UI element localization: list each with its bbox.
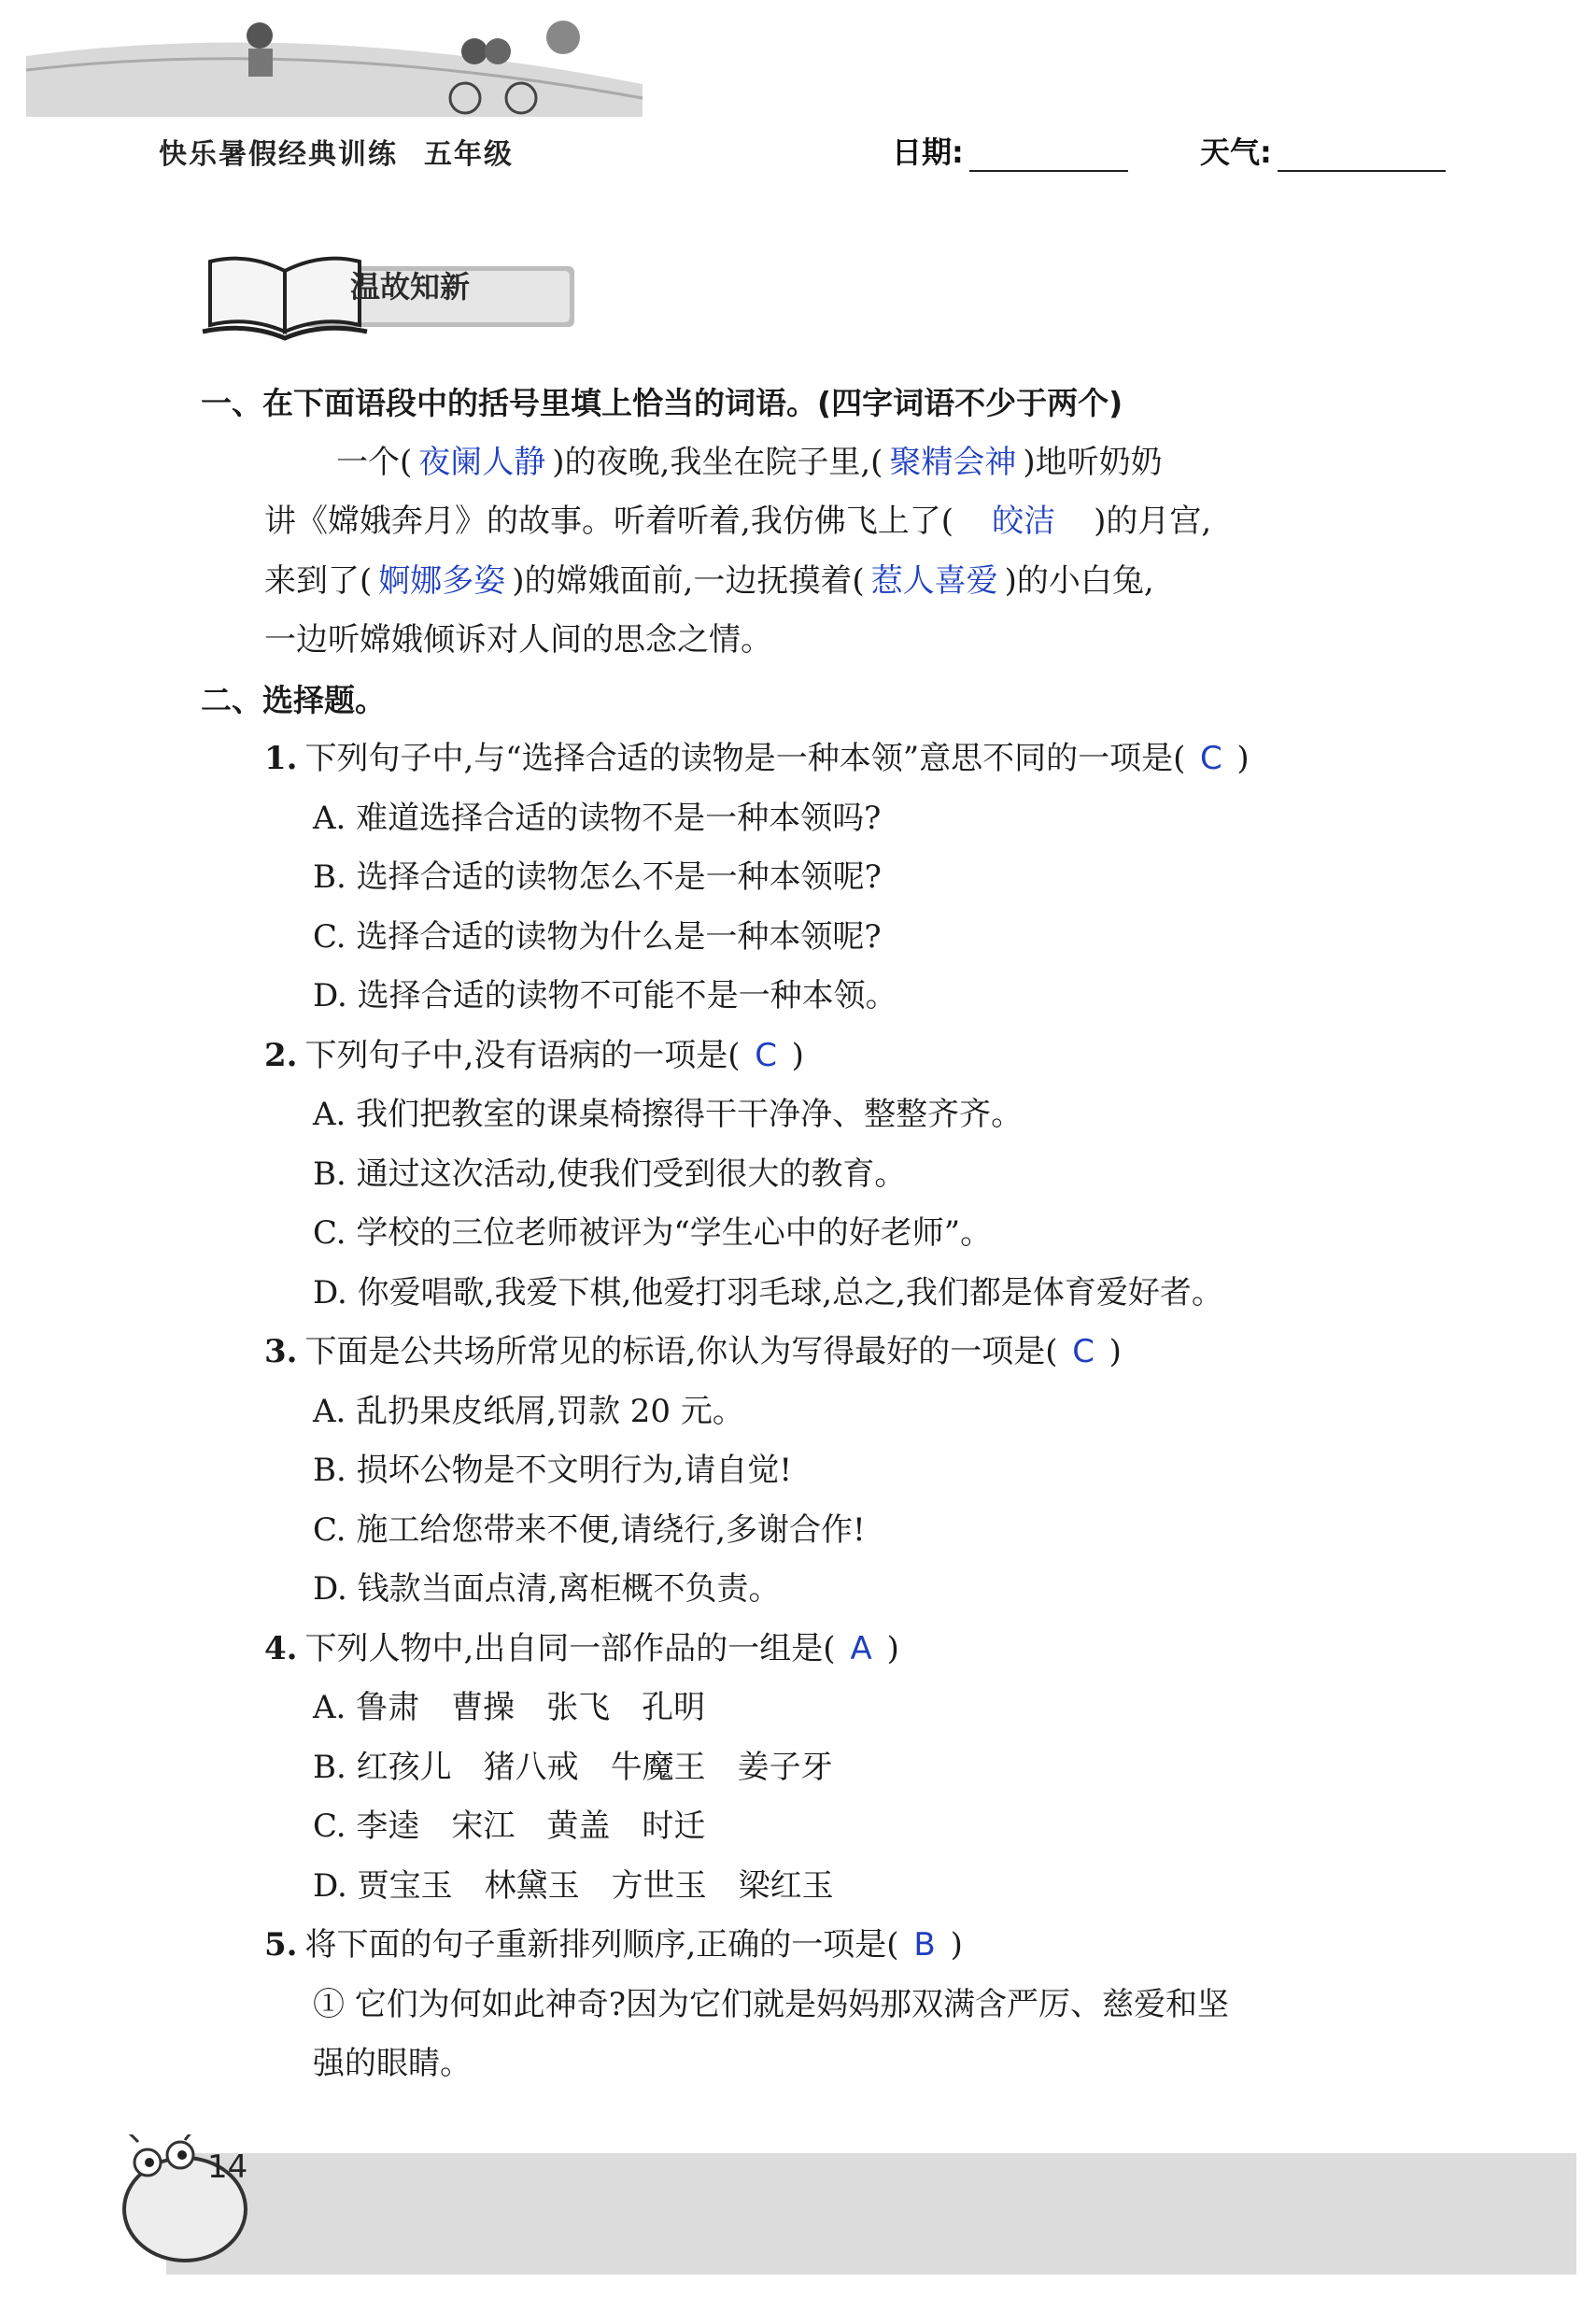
open-book-icon: [203, 259, 367, 338]
option-b: B. 损坏公物是不文明行为,请自觉!: [313, 1452, 793, 1489]
bracket: ): [886, 1629, 899, 1667]
passage-line-3: [201, 552, 1443, 612]
question-stem: 下面是公共场所常见的标语,你认为写得最好的一项是(: [304, 1333, 1058, 1370]
question-stem: 下列人物中,出自同一部作品的一组是(: [304, 1629, 836, 1667]
footer-decoration: [26, 2134, 1576, 2275]
passage-line-2: [201, 492, 1443, 552]
question-1: [201, 730, 1443, 789]
child-figure-icon: [247, 22, 273, 49]
page-number: 14: [207, 2148, 248, 2186]
bracket: ): [1109, 1333, 1122, 1370]
answer-choice: C: [755, 1036, 777, 1074]
question-4: [201, 1620, 1443, 1680]
option-b: B. 通过这次活动,使我们受到很大的教育。: [313, 1155, 907, 1193]
question-stem: 下列句子中,没有语病的一项是(: [304, 1036, 741, 1074]
question-number: 3.: [264, 1333, 298, 1370]
bracket: ): [1236, 740, 1250, 777]
exercise-content: [201, 374, 1443, 2094]
date-blank: [969, 142, 1128, 172]
option-d: D. 你爱唱歌,我爱下棋,他爱打羽毛球,总之,我们都是体育爱好者。: [313, 1273, 1223, 1312]
answer-choice: C: [1199, 740, 1222, 777]
answer-blank: 聚精会神: [889, 443, 1017, 481]
passage-line-1: [201, 433, 1443, 493]
header-decoration: [26, 0, 1567, 117]
sentence-1-continued: 强的眼睛。: [313, 2045, 472, 2082]
question-number: 2.: [264, 1036, 298, 1074]
answer-blank: 惹人喜爱: [870, 561, 998, 600]
answer-blank: 皎洁: [992, 503, 1056, 540]
answer-blank: 婀娜多姿: [378, 561, 506, 600]
option-b: B. 选择合适的读物怎么不是一种本领呢?: [313, 858, 882, 896]
weather-blank: [1278, 142, 1446, 172]
passage-text: )的小白兔,: [1004, 561, 1154, 600]
weather-label: 天气:: [1200, 135, 1272, 170]
date-field: [892, 129, 1128, 172]
section-title: 温故知新: [350, 269, 471, 305]
part1-heading: 一、在下面语段中的括号里填上恰当的词语。(四字词语不少于两个): [201, 385, 1123, 421]
sentence-1: ① 它们为何如此神奇?因为它们就是妈妈那双满含严厉、慈爱和坚: [313, 1985, 1230, 2023]
passage-text: 讲《嫦娥奔月》的故事。听着听着,我仿佛飞上了(: [264, 503, 954, 540]
question-5: [201, 1916, 1443, 1976]
passage-text: 一个(: [336, 443, 413, 481]
book-title-text: 快乐暑假经典训练: [159, 138, 398, 171]
option-c: C. 施工给您带来不便,请绕行,多谢合作!: [313, 1510, 866, 1549]
passage-text: )的月宫,: [1094, 503, 1212, 540]
question-3: [201, 1323, 1443, 1382]
question-2: [201, 1027, 1443, 1086]
question-stem: 下列句子中,与“选择合适的读物是一种本领”意思不同的一项是(: [304, 740, 1186, 777]
answer-choice: C: [1072, 1333, 1095, 1370]
option-d: D. 选择合适的读物不可能不是一种本领。: [313, 977, 897, 1014]
weather-field: [1200, 129, 1446, 172]
question-number: 5.: [264, 1926, 298, 1964]
question-number: 1.: [264, 740, 298, 777]
option-a: A. 乱扔果皮纸屑,罚款 20 元。: [313, 1392, 744, 1430]
option-b: B. 红孩儿 猪八戒 牛魔王 姜子牙: [313, 1748, 833, 1786]
option-c: C. 李逵 宋江 黄盖 时迁: [313, 1808, 706, 1845]
option-c: C. 学校的三位老师被评为“学生心中的好老师”。: [313, 1214, 993, 1252]
option-a: A. 鲁肃 曹操 张飞 孔明: [313, 1689, 706, 1726]
passage-text: )的夜晚,我坐在院子里,(: [552, 443, 883, 481]
option-d: D. 钱款当面点清,离柜概不负责。: [313, 1570, 781, 1608]
option-a: A. 我们把教室的课桌椅擦得干干净净、整整齐齐。: [313, 1096, 1024, 1133]
passage-text: )地听奶奶: [1023, 443, 1163, 481]
passage-text: 来到了(: [264, 561, 373, 600]
option-d: D. 贾宝玉 林黛玉 方世玉 梁红玉: [313, 1866, 834, 1905]
passage-line-4: 一边听嫦娥倾诉对人间的思念之情。: [264, 621, 772, 659]
bracket: ): [791, 1036, 804, 1074]
answer-choice: A: [850, 1629, 872, 1667]
date-label: 日期:: [892, 135, 964, 170]
option-a: A. 难道选择合适的读物不是一种本领吗?: [313, 799, 882, 837]
answer-blank: 夜阑人静: [418, 443, 546, 481]
part2-heading: 二、选择题。: [201, 681, 386, 718]
grade-label: 五年级: [424, 138, 514, 171]
question-stem: 将下面的句子重新排列顺序,正确的一项是(: [304, 1926, 899, 1964]
flower-icon: [546, 21, 580, 54]
bicycle-rider-icon: [461, 38, 487, 64]
book-title: [159, 131, 514, 172]
passage-text: )的嫦娥面前,一边抚摸着(: [512, 561, 865, 600]
option-c: C. 选择合适的读物为什么是一种本领呢?: [313, 917, 882, 956]
answer-choice: B: [913, 1926, 936, 1964]
question-number: 4.: [264, 1629, 298, 1667]
bracket: ): [950, 1926, 963, 1964]
